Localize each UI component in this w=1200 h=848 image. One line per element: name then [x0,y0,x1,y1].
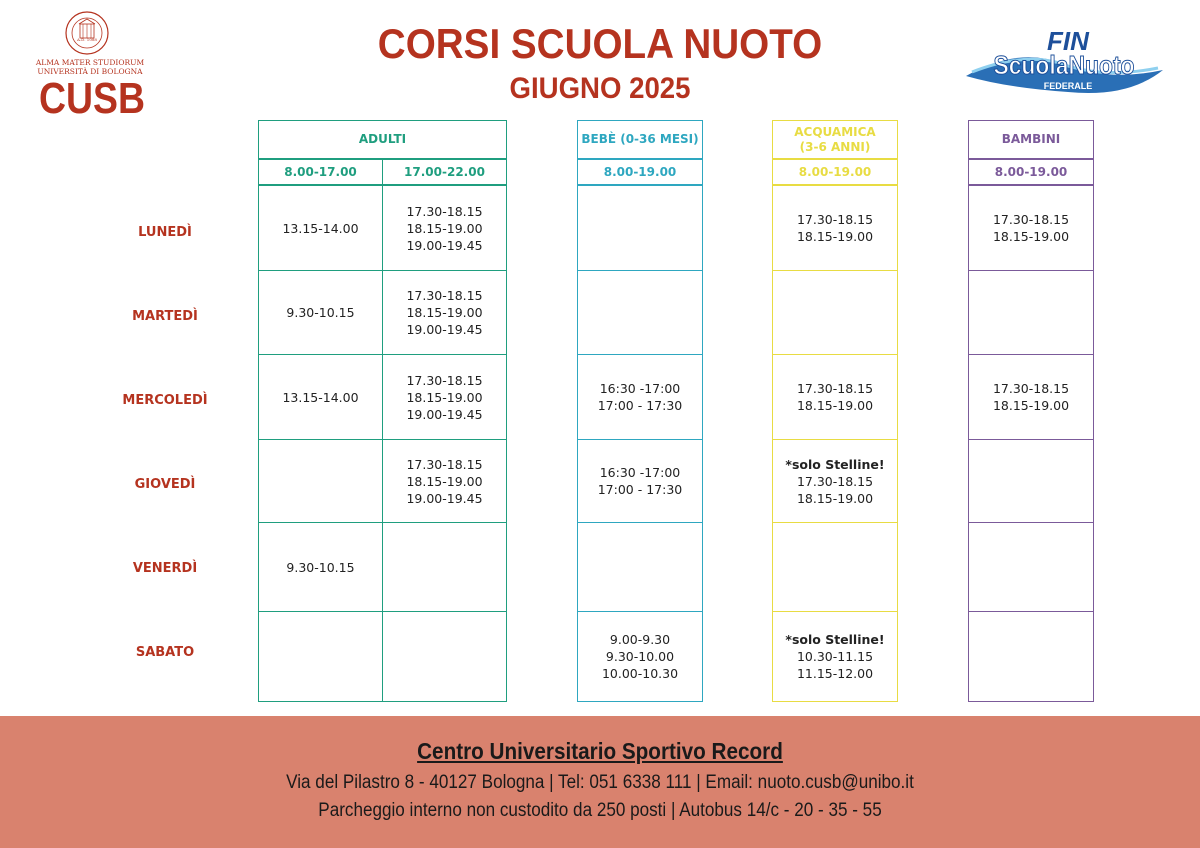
adulti-cell [258,611,383,702]
time-slot: 10.00-10.30 [601,666,679,681]
time-slot: 17.30-18.15 [992,212,1070,227]
acquamica-cell [772,439,898,523]
bambini-cell [968,185,1094,271]
acquamica-cell [772,611,898,702]
bambini-title [1002,132,1061,147]
slot-group [598,464,683,498]
time-slot: 11.15-12.00 [796,666,874,681]
time-slot: 18.15-19.00 [406,389,483,405]
time-slot: 13.15-14.00 [282,389,359,405]
cusb-logo-line2: UNIVERSITÀ DI BOLOGNA [37,67,143,76]
adulti-cell [258,270,383,355]
fin-logo-top: FIN [1047,26,1089,56]
slot-group [286,559,354,576]
day-label: MERCOLEDÌ [122,393,208,408]
time-slot: 17.30-18.15 [406,456,483,472]
time-slot: 18.15-19.00 [796,490,874,506]
cusb-logo-name: CUSB [39,74,145,123]
slot-note: *solo Stelline! [785,456,885,472]
adulti-cell [382,522,507,612]
time-slot: 18.15-19.00 [796,398,874,413]
slot-group [406,287,482,338]
slot-group [406,372,482,423]
university-seal-icon [63,10,111,56]
bambini-cell [968,270,1094,355]
acquamica-header: 8.00-19.00 [772,159,898,185]
slot-note: *solo Stelline! [785,632,885,647]
time-slot: 17.30-18.15 [992,381,1070,396]
time-slot: 9.30-10.15 [286,559,355,575]
time-slot: 18.15-19.00 [406,473,483,489]
slot-group [286,304,354,321]
page-title: CORSI SCUOLA NUOTO [377,20,823,67]
time-slot: 16:30 -17:00 [599,381,681,396]
adulti-col2-header: 17.00-22.00 [382,159,507,185]
adulti-col1-header: 8.00-17.00 [258,159,383,185]
bebe-header: 8.00-19.00 [577,159,703,185]
acquamica-title-line: (3-6 ANNI) [799,139,871,154]
adulti-cell [382,185,507,271]
acquamica-cell [772,185,898,271]
fin-scuola-nuoto-logo [958,26,1170,104]
slot-group [785,631,884,682]
bebe-cell [577,354,703,440]
fin-logo-bottom: FEDERALE [1043,81,1093,91]
acquamica-cell [772,354,898,440]
time-slot: 18.15-19.00 [406,305,483,320]
acquamica-cell [772,522,898,612]
time-slot: 17.30-18.15 [796,473,874,489]
time-slot: 18.15-19.00 [796,229,874,244]
adulti-title-cell: ADULTI [258,120,507,159]
day-label: SABATO [135,645,195,660]
footer-parking: Parcheggio interno non custodito da 250 posti | Autobus 14/c - 20 - 35 - 55 [318,800,882,821]
time-slot: 19.00-19.45 [406,490,483,506]
adulti-cell [258,439,383,523]
time-slot: 9.00-9.30 [609,632,671,647]
day-label: GIOVEDÌ [134,477,196,492]
slot-group [282,220,358,237]
bambini-cell [968,354,1094,440]
adulti-cell [382,439,507,523]
slot-group [602,631,678,682]
acquamica-title-line: ACQUAMICA [794,124,876,139]
seal-text: A.D. 1088 [77,37,97,42]
bebe-title-line: BEBÈ (0-36 MESI) [581,132,699,146]
bebe-cell [577,611,703,702]
time-slot: 10.30-11.15 [796,649,874,664]
adulti-cell [258,185,383,271]
bebe-cell [577,185,703,271]
slot-group [598,380,683,414]
day-label: LUNEDÌ [138,225,192,240]
day-label: MARTEDÌ [132,309,198,324]
acquamica-cell [772,270,898,355]
slot-group [406,203,482,254]
time-slot: 17:00 - 17:30 [597,398,683,413]
page-subtitle: GIUGNO 2025 [509,72,691,105]
time-slot: 18.15-19.00 [406,220,483,236]
acquamica-title-cell [772,120,898,159]
bambini-cell [968,439,1094,523]
time-slot: 19.00-19.45 [406,322,483,337]
slot-group [993,380,1069,414]
bebe-cell [577,270,703,355]
time-slot: 16:30 -17:00 [599,465,681,480]
adulti-cell [382,611,507,702]
adulti-cell [382,354,507,440]
slot-group [797,380,873,414]
bebe-title [581,132,698,147]
footer-address: Via del Pilastro 8 - 40127 Bologna | Tel: 051 6338 111 | Email: nuoto.cusb@unibo.it [286,772,914,793]
slot-group [785,456,884,507]
adulti-cell [382,270,507,355]
time-slot: 17.30-18.15 [406,372,483,388]
slot-group [797,211,873,245]
time-slot: 17:00 - 17:30 [597,482,683,497]
time-slot: 17.30-18.15 [406,288,483,303]
acquamica-title [794,125,875,155]
bambini-title-cell [968,120,1094,159]
time-slot: 19.00-19.45 [406,406,483,422]
slot-group [993,211,1069,245]
time-slot: 17.30-18.15 [796,381,874,396]
time-slot: 18.15-19.00 [992,398,1070,413]
bebe-cell [577,439,703,523]
fin-logo-middle: ScuolaNuoto [993,50,1135,80]
time-slot: 9.30-10.00 [605,649,675,664]
footer-title: Centro Universitario Sportivo Record [417,738,783,764]
bambini-header: 8.00-19.00 [968,159,1094,185]
time-slot: 19.00-19.45 [406,237,483,253]
time-slot: 18.15-19.00 [992,229,1070,244]
slot-group [406,456,482,507]
bambini-cell [968,522,1094,612]
bebe-title-cell [577,120,703,159]
adulti-cell [258,354,383,440]
adulti-cell [258,522,383,612]
time-slot: 13.15-14.00 [282,220,359,236]
day-label: VENERDÌ [132,561,198,576]
bebe-cell [577,522,703,612]
bambini-cell [968,611,1094,702]
slot-group [282,389,358,406]
time-slot: 17.30-18.15 [796,212,874,227]
cusb-logo-line1: ALMA MATER STUDIORUM [35,58,145,67]
time-slot: 17.30-18.15 [406,203,483,219]
bambini-title-line: BAMBINI [1001,132,1061,146]
time-slot: 9.30-10.15 [286,305,355,320]
